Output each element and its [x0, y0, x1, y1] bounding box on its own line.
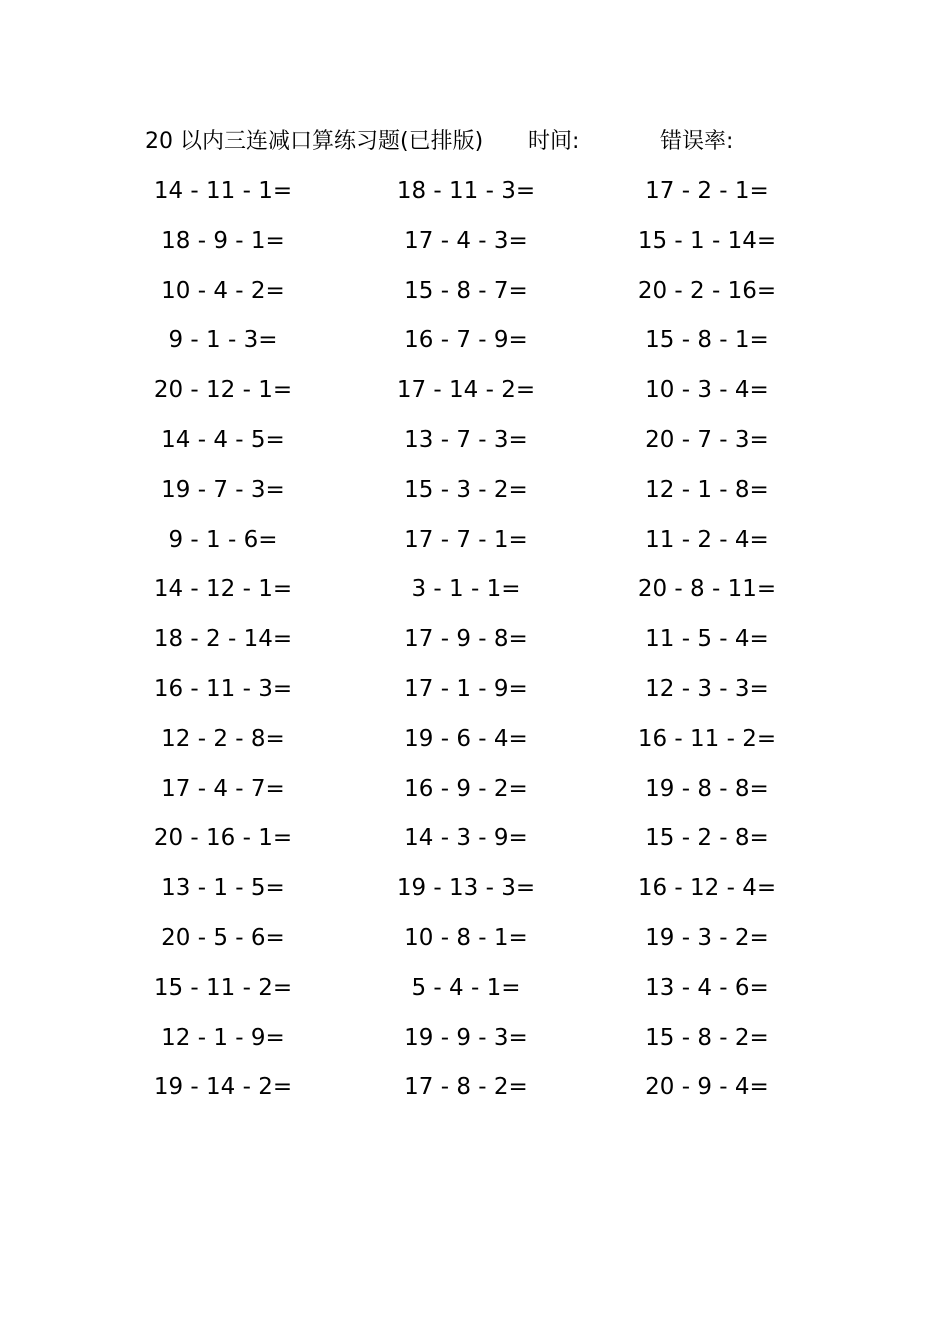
problem-row: [0, 572, 950, 622]
problem-row: [0, 274, 950, 324]
subtraction-problem: 13 - 7 - 3=: [404, 426, 528, 453]
subtraction-problem: 19 - 13 - 3=: [396, 875, 536, 902]
problem-row: [0, 971, 950, 1021]
subtraction-problem: 16 - 7 - 9=: [404, 327, 528, 354]
subtraction-problem: 19 - 6 - 4=: [404, 725, 528, 752]
subtraction-problem: 19 - 7 - 3=: [161, 476, 285, 503]
subtraction-problem: 19 - 9 - 3=: [404, 1024, 528, 1051]
subtraction-problem: 17 - 8 - 2=: [404, 1074, 528, 1101]
subtraction-problem: 14 - 4 - 5=: [161, 426, 285, 453]
problem-row: [0, 423, 950, 473]
subtraction-problem: 11 - 5 - 4=: [645, 626, 769, 653]
time-label: 时间:: [528, 129, 580, 154]
problem-row: [0, 1070, 950, 1120]
subtraction-problem: 15 - 2 - 8=: [645, 825, 769, 852]
subtraction-problem: 12 - 2 - 8=: [161, 725, 285, 752]
subtraction-problem: 18 - 2 - 14=: [153, 626, 293, 653]
subtraction-problem: 20 - 12 - 1=: [153, 377, 293, 404]
subtraction-problem: 14 - 3 - 9=: [404, 825, 528, 852]
worksheet-title: 20 以内三连减口算练习题(已排版): [145, 129, 484, 154]
subtraction-problem: 11 - 2 - 4=: [645, 526, 769, 553]
subtraction-problem: 19 - 3 - 2=: [645, 924, 769, 951]
subtraction-problem: 15 - 3 - 2=: [404, 476, 528, 503]
problem-row: [0, 921, 950, 971]
subtraction-problem: 13 - 4 - 6=: [645, 974, 769, 1001]
subtraction-problem: 5 - 4 - 1=: [411, 974, 521, 1001]
subtraction-problem: 18 - 11 - 3=: [396, 178, 536, 204]
subtraction-problem: 15 - 1 - 14=: [637, 227, 777, 254]
subtraction-problem: 17 - 2 - 1=: [645, 178, 769, 204]
subtraction-problem: 15 - 8 - 2=: [645, 1024, 769, 1051]
subtraction-problem: 10 - 3 - 4=: [645, 377, 769, 404]
subtraction-problem: 18 - 9 - 1=: [161, 227, 285, 254]
subtraction-problem: 17 - 1 - 9=: [404, 675, 528, 702]
problem-row: [0, 523, 950, 573]
problem-row: [0, 323, 950, 373]
subtraction-problem: 12 - 1 - 9=: [161, 1024, 285, 1051]
subtraction-problem: 20 - 9 - 4=: [645, 1074, 769, 1101]
subtraction-problem: 9 - 1 - 3=: [168, 327, 278, 354]
problem-row: [0, 821, 950, 871]
problem-row: [0, 174, 950, 224]
subtraction-problem: 16 - 11 - 3=: [153, 675, 293, 702]
subtraction-problem: 16 - 11 - 2=: [637, 725, 777, 752]
error-rate-label: 错误率:: [660, 129, 734, 154]
subtraction-problem: 14 - 12 - 1=: [153, 576, 293, 603]
problem-row: [0, 772, 950, 822]
problem-row: [0, 722, 950, 772]
subtraction-problem: 16 - 9 - 2=: [404, 775, 528, 802]
problem-row: [0, 473, 950, 523]
subtraction-problem: 15 - 11 - 2=: [153, 974, 293, 1001]
subtraction-problem: 16 - 12 - 4=: [637, 875, 777, 902]
subtraction-problem: 10 - 8 - 1=: [404, 924, 528, 951]
subtraction-problem: 20 - 2 - 16=: [637, 277, 777, 304]
problem-row: [0, 871, 950, 921]
problem-row: [0, 224, 950, 274]
subtraction-problem: 17 - 9 - 8=: [404, 626, 528, 653]
problem-row: [0, 1021, 950, 1071]
subtraction-problem: 15 - 8 - 7=: [404, 277, 528, 304]
subtraction-problem: 20 - 16 - 1=: [153, 825, 293, 852]
subtraction-problem: 17 - 4 - 7=: [161, 775, 285, 802]
subtraction-problem: 9 - 1 - 6=: [168, 526, 278, 553]
subtraction-problem: 19 - 8 - 8=: [645, 775, 769, 802]
subtraction-problem: 15 - 8 - 1=: [645, 327, 769, 354]
subtraction-problem: 12 - 3 - 3=: [645, 675, 769, 702]
subtraction-problem: 20 - 7 - 3=: [645, 426, 769, 453]
problem-row: [0, 622, 950, 672]
subtraction-problem: 20 - 8 - 11=: [637, 576, 777, 603]
problem-row: [0, 672, 950, 722]
subtraction-problem: 3 - 1 - 1=: [411, 576, 521, 603]
subtraction-problem: 20 - 5 - 6=: [161, 924, 285, 951]
subtraction-problem: 10 - 4 - 2=: [161, 277, 285, 304]
problem-grid: [0, 174, 950, 1120]
subtraction-problem: 13 - 1 - 5=: [161, 875, 285, 902]
problem-row: [0, 373, 950, 423]
subtraction-problem: 17 - 7 - 1=: [404, 526, 528, 553]
subtraction-problem: 19 - 14 - 2=: [153, 1074, 293, 1101]
subtraction-problem: 17 - 4 - 3=: [404, 227, 528, 254]
subtraction-problem: 12 - 1 - 8=: [645, 476, 769, 503]
subtraction-problem: 14 - 11 - 1=: [153, 178, 293, 204]
subtraction-problem: 17 - 14 - 2=: [396, 377, 536, 404]
